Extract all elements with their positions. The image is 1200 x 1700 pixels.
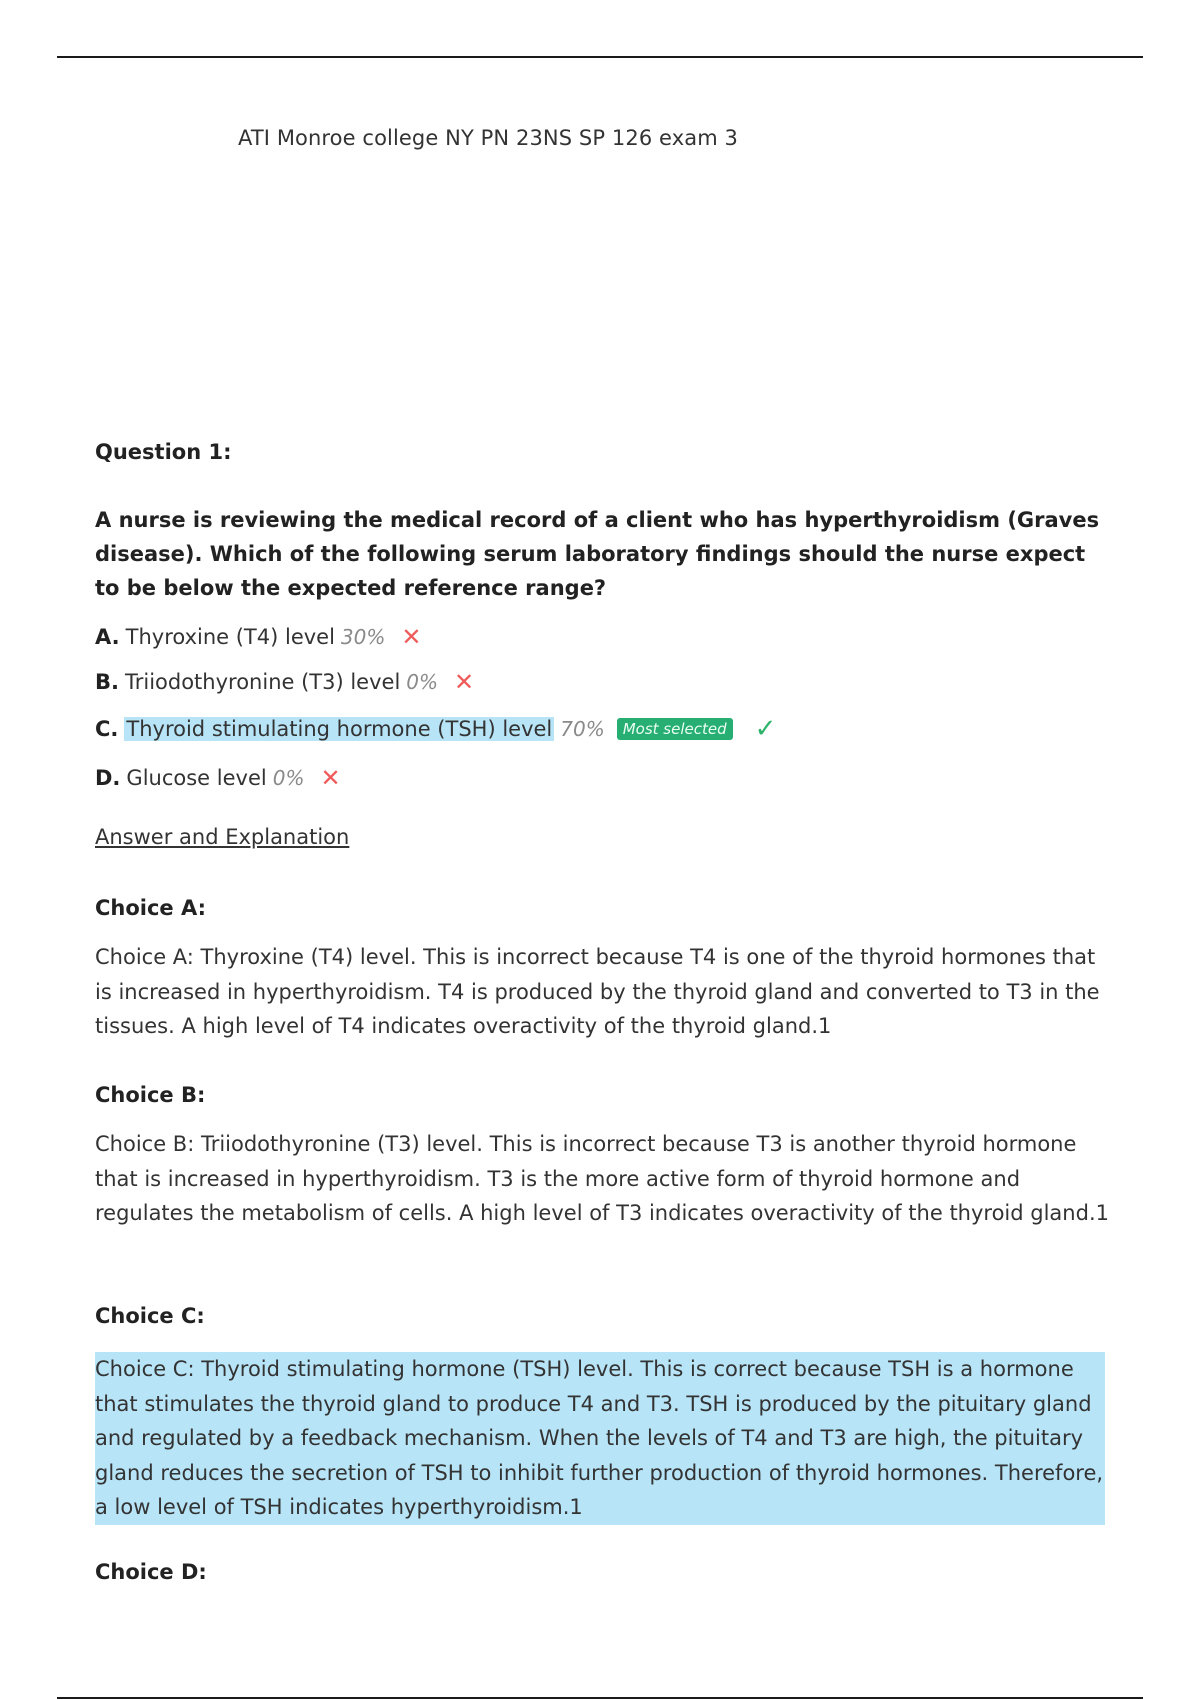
option-text: Triiodothyronine (T3) level [124,670,401,694]
question-text: A nurse is reviewing the medical record of a client who has hyperthyroidism (Graves disease). Which of the following serum laboratory findings should the nurse expect to be below the expected reference range? [95,508,1100,600]
choice-b-heading: Choice B: [95,1083,206,1107]
choice-c-heading: Choice C: [95,1304,205,1328]
choice-a-body: Choice A: Thyroxine (T4) level. This is incorrect because T4 is one of the thyroid hormones that is increased in hyperthyroidism. T4 is produced by the thyroid gland and converted to T3 in the tissues. A high level of T4 indicates overactivity of the thyroid gland.1 [95,945,1100,1038]
close-icon: ✕ [454,668,475,696]
option-letter: B. [95,670,119,694]
question-heading: Question 1: [95,440,232,464]
choice-a-heading: Choice A: [95,896,207,920]
option-letter: D. [95,766,121,790]
document-title: ATI Monroe college NY PN 23NS SP 126 exam 3 [238,126,738,150]
option-b[interactable] [95,668,474,696]
option-text: Thyroid stimulating hormone (TSH) level [126,717,553,741]
option-percent: 0% [272,766,305,790]
option-percent: 0% [406,670,439,694]
option-c[interactable] [95,714,776,744]
option-letter: C. [95,717,119,741]
option-percent: 30% [340,625,386,649]
check-icon: ✓ [754,714,777,744]
close-icon: ✕ [401,623,422,651]
option-d[interactable] [95,764,341,792]
top-rule [57,56,1143,58]
close-icon: ✕ [320,764,341,792]
option-text: Thyroxine (T4) level [125,625,335,649]
answer-explanation-link[interactable]: Answer and Explanation [95,825,350,849]
choice-d-heading: Choice D: [95,1560,207,1584]
option-a[interactable] [95,623,421,651]
option-percent: 70% [560,717,605,741]
choice-b-body: Choice B: Triiodothyronine (T3) level. This is incorrect because T3 is another thyroid hormone that is increased in hyperthyroidism. T3 is the more active form of thyroid hormone and regulates the metabolism of cells. A high level of T3 indicates overactivity of the thyroid gland.1 [95,1132,1109,1225]
option-text: Glucose level [126,766,267,790]
choice-c-body: Choice C: Thyroid stimulating hormone (TSH) level. This is correct because TSH is a hormone that stimulates the thyroid gland to produce T4 and T3. TSH is produced by the pituitary gland and regulated by a feedback mechanism. When the levels of T4 and T3 are high, the pituitary gland reduces the secretion of TSH to inhibit further production of thyroid hormones. Therefore, a low level of TSH indicates hyperthyroidism.1 [95,1352,1105,1525]
bottom-rule [57,1697,1143,1699]
option-letter: A. [95,625,120,649]
most-selected-badge: Most selected [617,718,733,740]
